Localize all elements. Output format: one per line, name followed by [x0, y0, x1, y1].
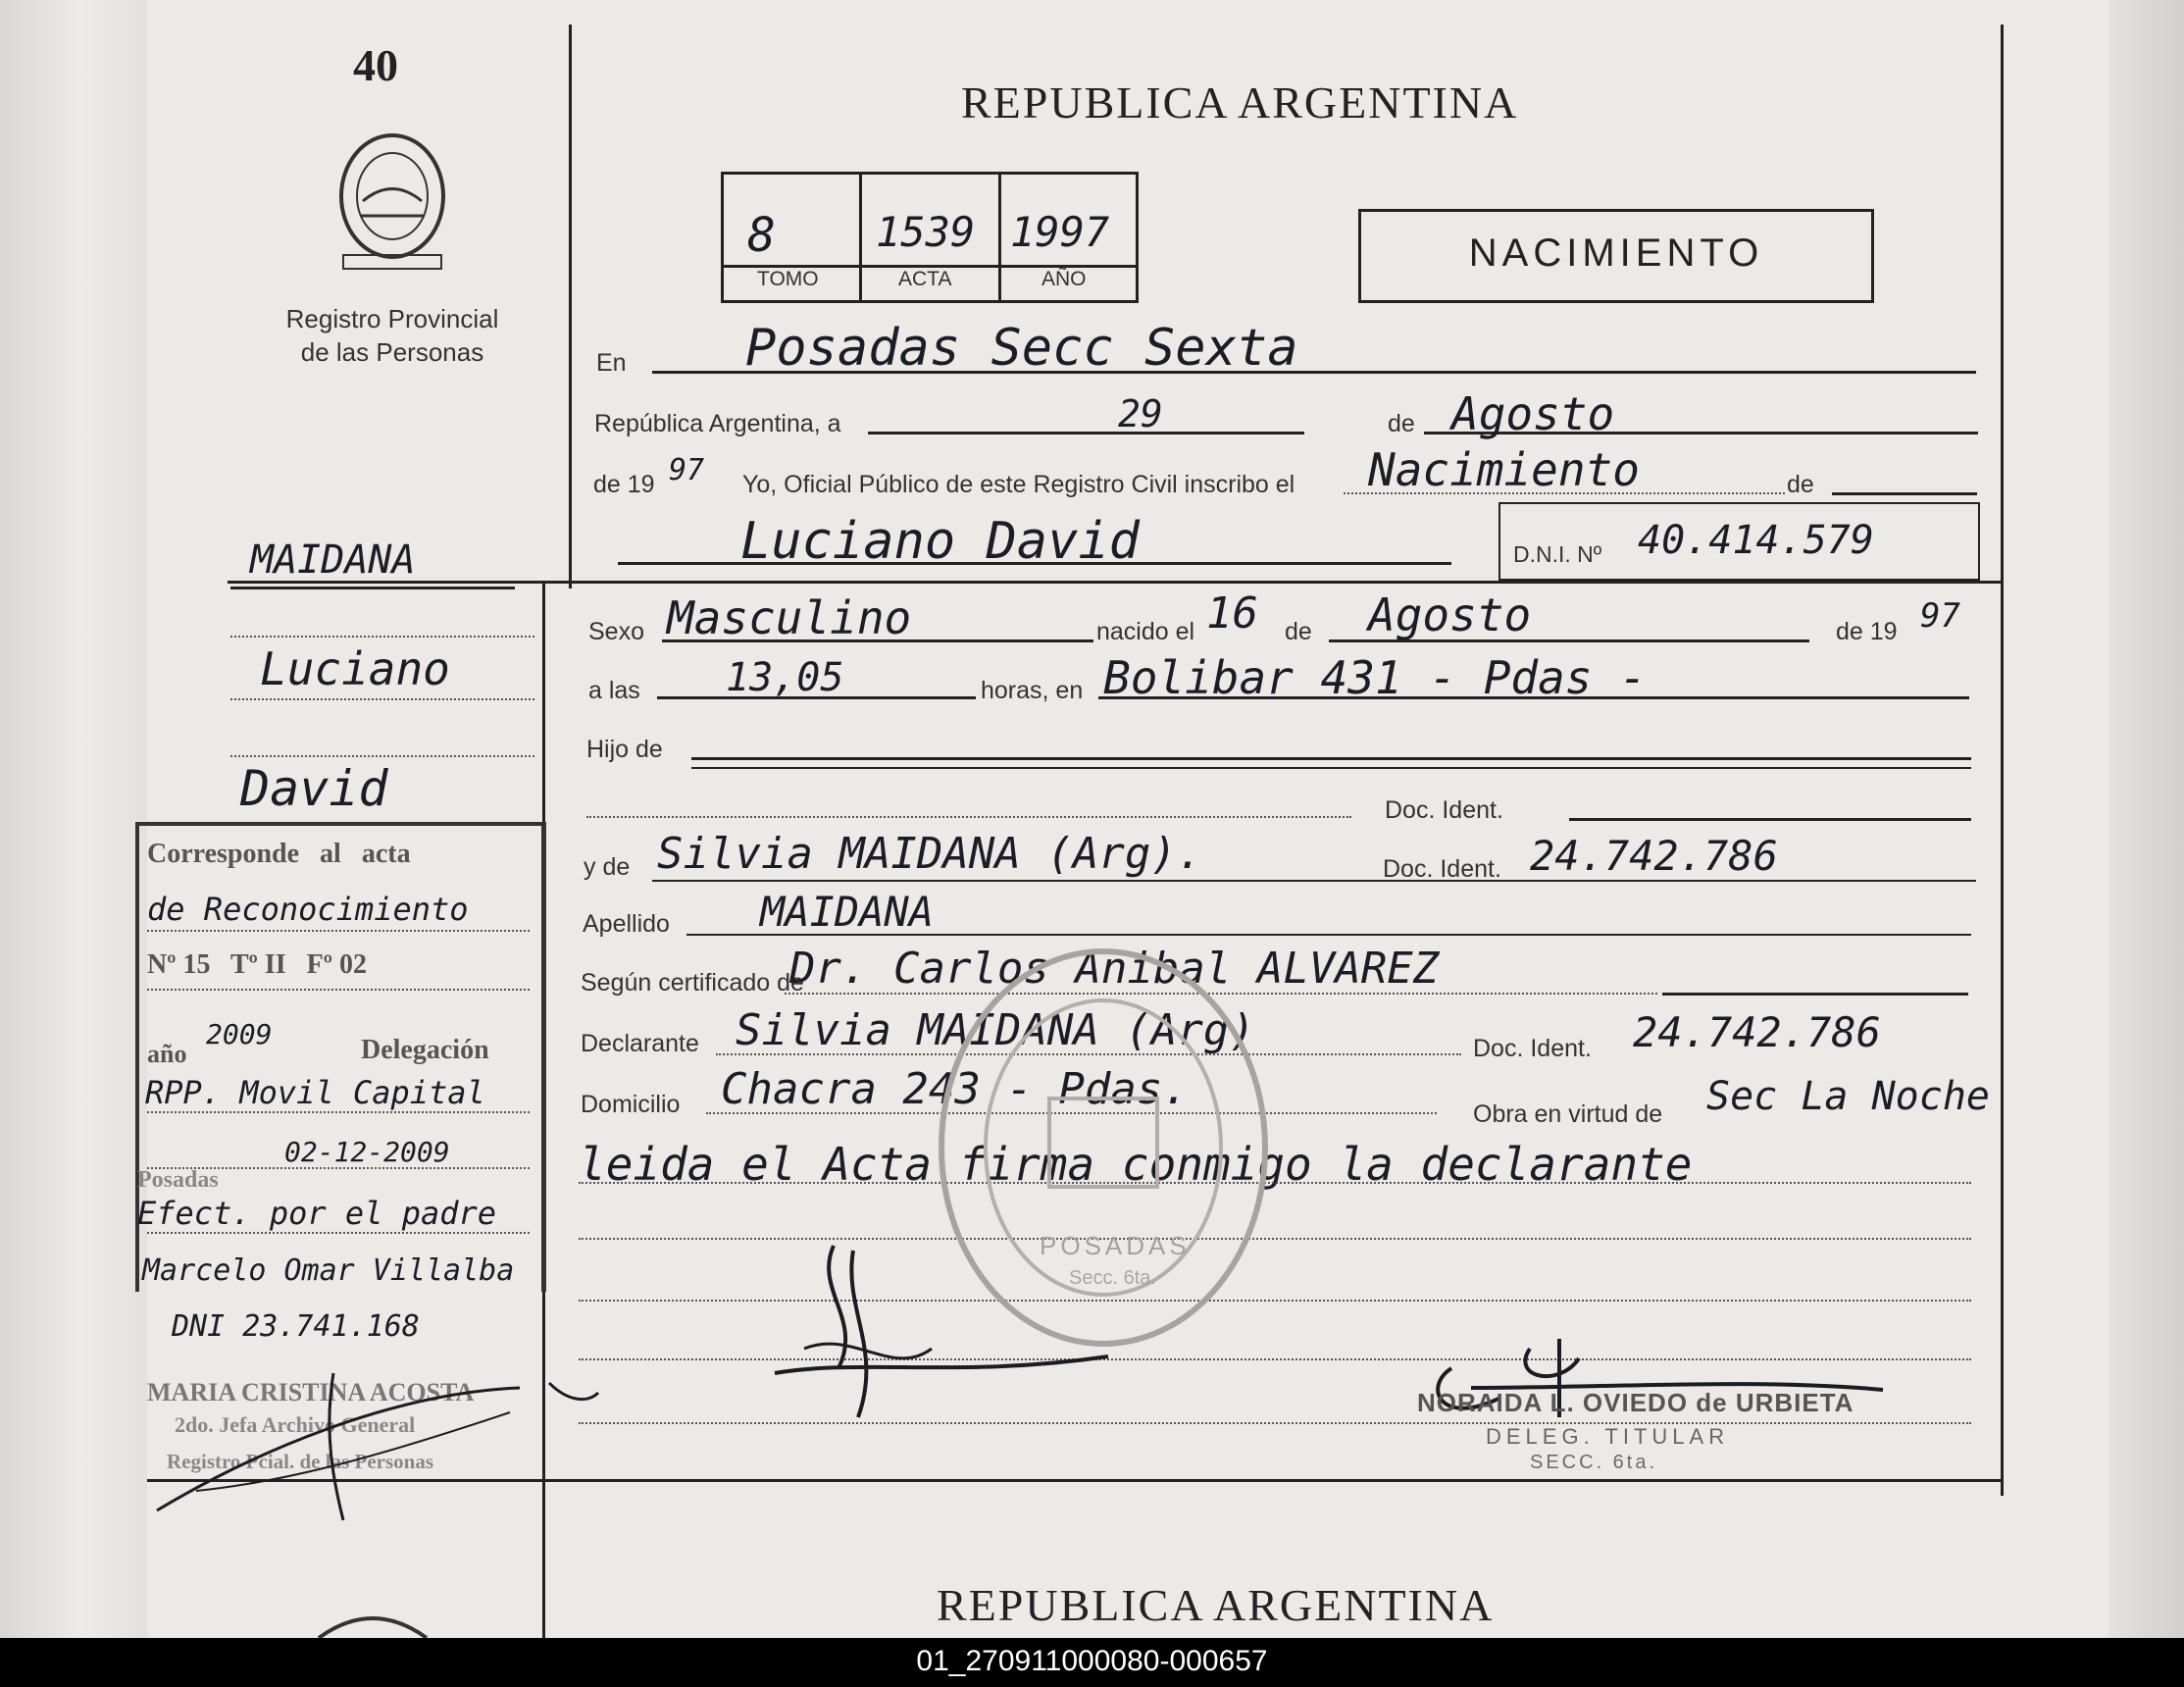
label-de-mes: de — [1388, 410, 1415, 437]
tomo-value: 8 — [747, 208, 776, 263]
label-de19-nac: de 19 — [1836, 618, 1898, 645]
seal-secc: Secc. 6ta. — [1069, 1267, 1156, 1289]
line-certificado-end — [1662, 993, 1968, 996]
line-doc-padre — [1569, 818, 1971, 821]
anio-label: AÑO — [1041, 268, 1087, 290]
value-dia: 29 — [1118, 392, 1163, 435]
label-yo: Yo, Oficial Público de este Registro Civil inscribo el — [742, 471, 1295, 498]
annotation-efect: Efect. por el padre — [137, 1195, 497, 1232]
declarant-signature-icon — [745, 1231, 1138, 1427]
annotation-correspond: Corresponde al acta — [147, 839, 411, 869]
line-hijo — [691, 757, 1971, 760]
officer-secc: SECC. 6ta. — [1530, 1452, 1658, 1473]
annotation-n: Nº 15 Tº II Fº 02 — [147, 949, 368, 980]
value-lugar: Bolibar 431 - Pdas - — [1103, 651, 1647, 704]
annotation-line-3 — [147, 1111, 530, 1113]
margin-surname-line — [230, 587, 515, 589]
margin-line-2 — [230, 698, 534, 700]
margin-name1: Luciano — [260, 642, 450, 695]
annotation-date: 02-12-2009 — [284, 1136, 450, 1168]
value-nombre: Luciano David — [740, 512, 1140, 571]
record-type: NACIMIENTO — [1468, 231, 1764, 275]
bottom-header-title: REPUBLICA ARGENTINA — [937, 1580, 1495, 1630]
value-declarante-doc: 24.742.786 — [1633, 1008, 1881, 1056]
annotation-line-1 — [147, 930, 530, 932]
line-leida — [579, 1182, 1971, 1184]
margin-name2: David — [240, 760, 388, 817]
annotation-rpp: RPP. Movil Capital — [145, 1074, 485, 1111]
grid-divider-2 — [998, 172, 1001, 300]
line-madre — [652, 880, 1976, 882]
acta-value: 1539 — [876, 208, 976, 256]
label-domicilio: Domicilio — [581, 1091, 681, 1118]
province-emblem-icon — [324, 118, 461, 275]
label-apellido: Apellido — [583, 910, 670, 938]
annotation-line-2 — [147, 989, 530, 991]
label-doc-padre: Doc. Ident. — [1385, 796, 1503, 824]
label-de-19: de 19 — [593, 471, 655, 498]
label-sexo: Sexo — [588, 618, 644, 645]
officer-name: NORAIDA L. OVIEDO de URBIETA — [1417, 1388, 1854, 1417]
anio-value: 1997 — [1010, 208, 1110, 256]
value-dni: 40.414.579 — [1638, 518, 1874, 563]
annotation-line-5 — [147, 1232, 530, 1234]
value-apellido: MAIDANA — [760, 888, 935, 936]
label-obra: Obra en virtud de — [1473, 1100, 1663, 1128]
bottom-emblem-icon — [309, 1609, 436, 1638]
label-de-acto: de — [1787, 471, 1814, 498]
annotation-father: Marcelo Omar Villalba — [142, 1253, 515, 1288]
value-domicilio: Chacra 243 - Pdas. — [721, 1064, 1189, 1114]
value-leida: leida el Acta firma conmigo la declarante — [579, 1138, 1693, 1191]
grid-divider-1 — [859, 172, 862, 300]
value-nac-anio: 97 — [1920, 596, 1960, 636]
label-hijo: Hijo de — [586, 736, 663, 763]
annotation-posadas: Posadas — [137, 1167, 219, 1193]
label-horas: horas, en — [981, 677, 1084, 704]
label-en: En — [596, 349, 627, 377]
label-doc-madre: Doc. Ident. — [1383, 855, 1501, 883]
line-dia — [868, 432, 1304, 435]
line-padre — [586, 816, 1351, 818]
value-obra: Sec La Noche — [1706, 1074, 1990, 1119]
acta-label: ACTA — [898, 268, 952, 290]
officer-title: DELEG. TITULAR — [1486, 1424, 1730, 1449]
seal-city: POSADAS — [1040, 1231, 1191, 1260]
registry-line1: Registro Provincial — [285, 304, 499, 333]
value-declarante: Silvia MAIDANA (Arg) — [736, 1005, 1255, 1055]
annotation-stamp-role: 2do. Jefa Archivo General — [175, 1412, 416, 1437]
value-mes: Agosto — [1451, 387, 1615, 440]
value-madre: Silvia MAIDANA (Arg). — [657, 829, 1203, 879]
annotation-stamp-dept: Registro Pcial. de las Personas — [167, 1450, 433, 1473]
margin-surname: MAIDANA — [250, 537, 416, 583]
line-sexo — [662, 639, 1093, 642]
page-edge — [2108, 0, 2184, 1638]
value-madre-doc: 24.742.786 — [1530, 832, 1778, 880]
frame-right — [2001, 25, 2004, 1496]
label-yde: y de — [584, 853, 631, 881]
value-en: Posadas Secc Sexta — [745, 319, 1298, 378]
registry-name — [235, 302, 549, 369]
label-segun: Según certificado de — [581, 969, 804, 997]
image-id-footer: 01_270911000080-000657 — [0, 1638, 2184, 1687]
frame-divider-top — [228, 581, 2003, 584]
label-nacido: nacido el — [1096, 618, 1195, 645]
annotation-delegacion: Delegación — [361, 1035, 489, 1065]
annotation-reconoc: de Reconocimiento — [147, 891, 469, 928]
tomo-label: TOMO — [757, 268, 819, 290]
page-number: 40 — [353, 40, 398, 90]
margin-line-3 — [230, 755, 534, 757]
archive-signature-icon — [137, 1334, 608, 1530]
header-title: REPUBLICA ARGENTINA — [961, 77, 1519, 128]
value-acto: Nacimiento — [1368, 443, 1640, 496]
annotation-anio-value: 2009 — [206, 1018, 273, 1050]
value-anio: 97 — [669, 453, 705, 487]
line-acto-end — [1832, 492, 1977, 495]
label-doc-declarante: Doc. Ident. — [1473, 1035, 1592, 1062]
margin-line-1 — [230, 636, 534, 638]
book-binding — [0, 0, 147, 1638]
label-de-nac: de — [1285, 618, 1312, 645]
value-sexo: Masculino — [667, 591, 912, 644]
annotation-stamp-name: MARIA CRISTINA ACOSTA — [147, 1378, 475, 1406]
label-alas: a las — [588, 677, 640, 704]
value-nac-mes: Agosto — [1368, 588, 1532, 641]
frame-left-upper — [569, 25, 572, 588]
value-nac-dia: 16 — [1206, 588, 1258, 639]
annotation-dni: DNI 23.741.168 — [172, 1309, 420, 1344]
line-hijo-2 — [691, 767, 1971, 769]
label-republica: República Argentina, a — [594, 410, 841, 437]
label-declarante: Declarante — [581, 1030, 699, 1057]
label-dni: D.N.I. Nº — [1513, 541, 1602, 567]
annotation-anio-label: año — [147, 1040, 187, 1068]
value-certificado: Dr. Carlos Anibal ALVAREZ — [789, 944, 1440, 994]
registry-line2: de las Personas — [300, 337, 484, 367]
value-hora: 13,05 — [726, 655, 844, 700]
